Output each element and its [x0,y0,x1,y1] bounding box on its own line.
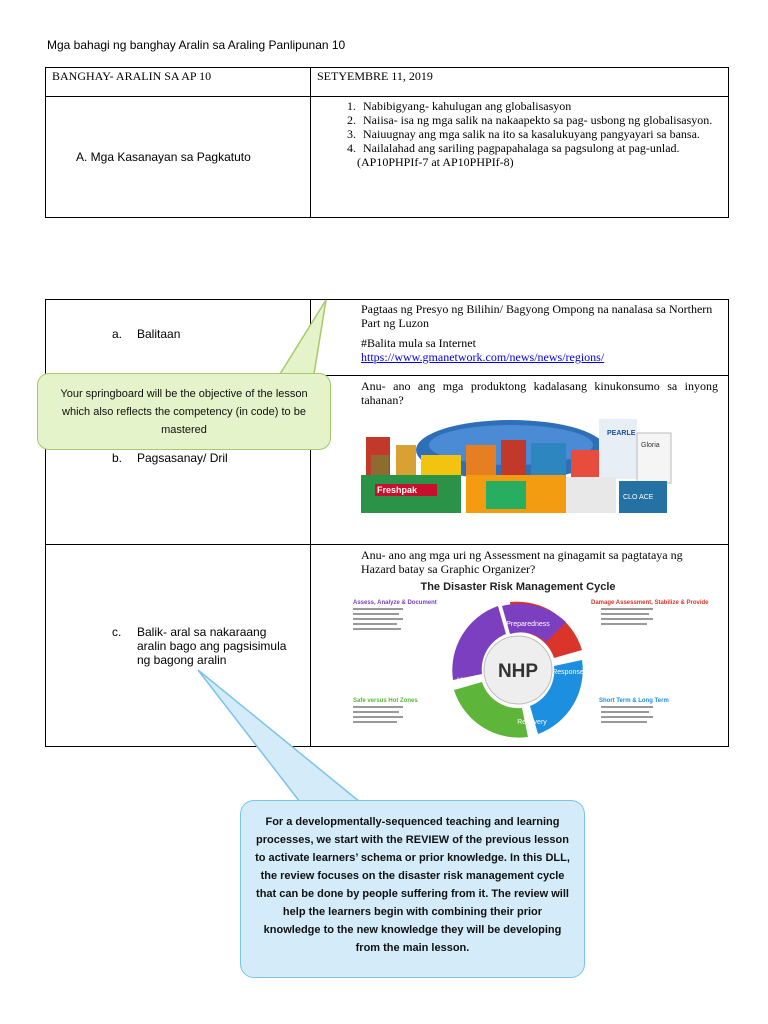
competency-code: (AP10PHPIf-7 at AP10PHPIf-8) [357,155,514,169]
news-link[interactable]: https://www.gmanetwork.com/news/news/regions/ [361,350,605,364]
review-label: Balik- aral sa nakaraang aralin bago ang pagsisimula ng bagong aralin [137,625,287,667]
news-source-label: #Balita mula sa Internet [361,336,476,350]
corner-note-bl: Safe versus Hot Zones [353,698,418,704]
label-mitigation: Mitigation [457,678,483,684]
objective-item: 2. Naiisa- isa ng mga salik na nakaapekto sa pag- usbong ng globalisasyon. [359,113,720,127]
objective-item: 4. Nailalahad ang sariling pagpapahalaga sa pagsulong at pag-unlad. [359,141,720,155]
springboard-callout-tail [280,300,326,374]
corner-note-br: Short Term & Long Term [599,698,669,704]
balitaan-label: Balitaan [137,327,181,341]
competency-label: A. Mga Kasanayan sa Pagkatuto [76,150,251,164]
diagram-title: The Disaster Risk Management Cycle [420,581,616,593]
dril-question: Anu- ano ang mga produktong kadalasang kinukonsumo sa inyong tahanan? [361,379,718,407]
review-question: Anu- ano ang mga uri ng Assessment na ginagamit sa pagtataya ng Hazard batay sa Graphic Organizer? [361,548,683,576]
objective-item: 3. Naiuugnay ang mga salik na ito sa kasalukuyang pangyayari sa bansa. [359,127,720,141]
item-letter-b: b. [112,451,123,465]
label-response: Response [552,669,584,676]
corner-note-tl: Assess, Analyze & Document [353,600,437,606]
corner-note-tr: Damage Assessment, Stabilize & Provide [591,600,709,606]
balitaan-text: Pagtaas ng Presyo ng Bilihin/ Bagyong Ompong na nanalasa sa Northern Part ng Luzon [361,302,713,330]
brand-cloace: CLO ACE [623,494,654,501]
plan-date: SETYEMBRE 11, 2019 [317,69,433,83]
document-title: Mga bahagi ng banghay Aralin sa Araling Panlipunan 10 [47,38,346,52]
label-preparedness: Preparedness [506,621,550,628]
item-letter-a: a. [112,327,123,341]
brand-pearle: PEARLE [607,430,636,437]
item-letter-c: c. [112,625,122,639]
review-callout: For a developmentally-sequenced teaching and learning processes, we start with the REVIEW of the previous lesson to activate learners’ schema or prior knowledge. In this DLL, the review focuses on the disaster risk management cycle that can be done by people suffering from it. The review will help the learners begin with combining their prior knowledge to the new knowledge they will be developing from the main lesson. [240,800,585,978]
springboard-callout: Your springboard will be the objective of the lesson which also reflects the competency (in code) to be mastered [37,373,331,450]
brand-freshpak: Freshpak [377,485,418,495]
cycle-center-logo: NHP [497,661,539,682]
brand-gloria: Gloria [641,442,660,449]
plan-title: BANGHAY- ARALIN SA AP 10 [52,69,212,83]
review-callout-tail [198,670,360,802]
dril-label: Pagsasanay/ Dril [137,451,228,465]
label-recovery: Recovery [517,719,547,726]
objective-item: 1. Nabibigyang- kahulugan ang globalisasyon [359,99,720,113]
